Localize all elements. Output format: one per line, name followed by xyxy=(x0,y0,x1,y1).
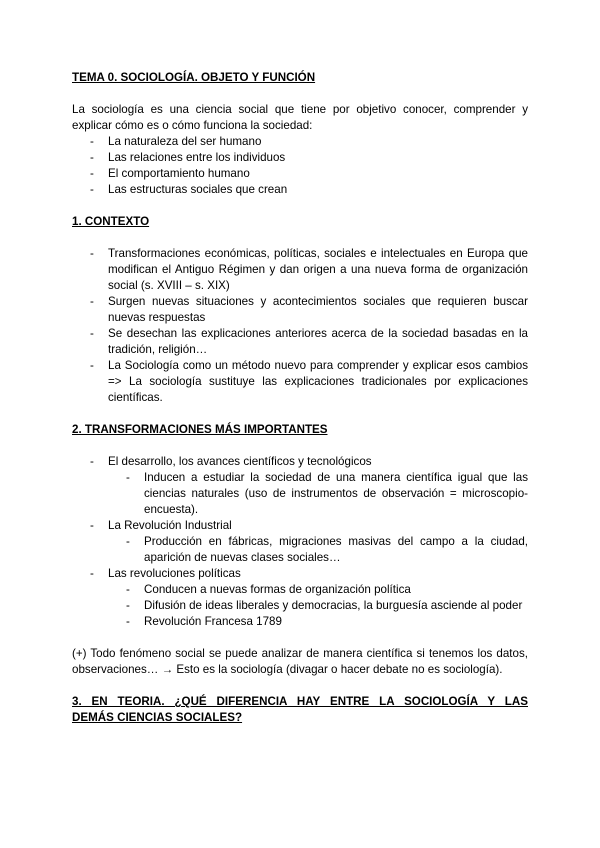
list-item: - La naturaleza del ser humano xyxy=(90,135,262,148)
list-item: - Transformaciones económicas, políticas, sociales e intelectuales en Europa que modifican el Antiguo Régimen y dan origen a una nueva forma de organización social (s. XVIII – s. XIX) xyxy=(90,247,528,292)
sublist-item: - Difusión de ideas liberales y democracias, la burguesía asciende al poder xyxy=(126,599,523,612)
list-item: - El desarrollo, los avances científicos y tecnológicos xyxy=(90,455,372,468)
list-item: - Surgen nuevas situaciones y acontecimientos sociales que requieren buscar nuevas respuestas xyxy=(90,295,528,324)
sublist-item: - Conducen a nuevas formas de organización política xyxy=(126,583,411,596)
sublist xyxy=(72,582,528,630)
sublist-wrapper xyxy=(72,534,528,566)
sublist xyxy=(72,534,528,566)
intro-paragraph: La sociología es una ciencia social que tiene por objetivo conocer, comprender y explicar cómo es o cómo funciona la sociedad: xyxy=(72,103,528,132)
context-list xyxy=(72,246,528,406)
sublist-item: - Producción en fábricas, migraciones masivas del campo a la ciudad, aparición de nuevas clases sociales… xyxy=(126,535,528,564)
sublist xyxy=(72,470,528,518)
list-item: - La Revolución Industrial xyxy=(90,519,232,532)
note-paragraph: (+) Todo fenómeno social se puede analizar de manera científica si tenemos los datos, observaciones… → Esto es la sociología (divagar o hacer debate no es sociología). xyxy=(72,647,528,676)
document-page xyxy=(72,70,528,726)
sublist-wrapper xyxy=(72,470,528,518)
list-item: - Las estructuras sociales que crean xyxy=(90,183,288,196)
list-item: - La Sociología como un método nuevo para comprender y explicar esos cambios => La sociología sustituye las explicaciones tradicionales por explicaciones científicas. xyxy=(90,359,528,404)
section-heading-theory: 3. EN TEORIA. ¿QUÉ DIFERENCIA HAY ENTRE LA SOCIOLOGÍA Y LAS xyxy=(72,695,528,708)
sublist-item: - Inducen a estudiar la sociedad de una manera científica igual que las ciencias naturales (uso de instrumentos de observación = microscopio-encuesta). xyxy=(126,471,528,516)
list-item: - Se desechan las explicaciones anteriores acerca de la sociedad basadas en la tradición, religión… xyxy=(90,327,528,356)
list-item: - El comportamiento humano xyxy=(90,167,250,180)
section-heading-theory-line2: DEMÁS CIENCIAS SOCIALES? xyxy=(72,711,243,724)
intro-list xyxy=(72,134,528,198)
document-title: TEMA 0. SOCIOLOGÍA. OBJETO Y FUNCIÓN xyxy=(72,71,316,84)
sublist-item: - Revolución Francesa 1789 xyxy=(126,615,282,628)
section-heading-context: 1. CONTEXTO xyxy=(72,215,150,228)
list-item: - Las relaciones entre los individuos xyxy=(90,151,286,164)
sublist-wrapper xyxy=(72,582,528,630)
section-heading-transformations: 2. TRANSFORMACIONES MÁS IMPORTANTES xyxy=(72,423,328,436)
transformations-list xyxy=(72,454,528,630)
list-item: - Las revoluciones políticas xyxy=(90,567,241,580)
